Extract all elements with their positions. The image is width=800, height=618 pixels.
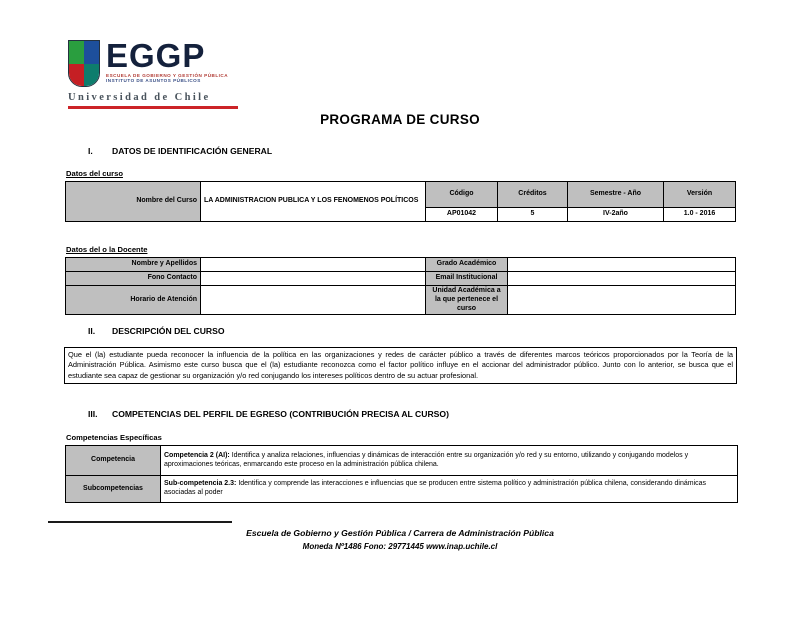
docente-value-fono bbox=[201, 272, 426, 286]
logo-red-rule bbox=[68, 106, 238, 109]
course-name-value-cell: LA ADMINISTRACION PUBLICA Y LOS FENOMENOS POLÍTICOS bbox=[201, 182, 426, 222]
comp-text-competencia bbox=[161, 446, 738, 476]
docente-label-horario: Horario de Atención bbox=[66, 286, 201, 315]
course-name-label-cell: Nombre del Curso bbox=[66, 182, 201, 222]
comp-label-competencia: Competencia bbox=[66, 446, 161, 476]
course-description-box: Que el (la) estudiante pueda reconocer la influencia de la política en las organizaciones y redes de carácter público a través de diferentes marcos teóricos proporcionados por la Teoría de la Administración Pública. Asimismo este curso busca que el (la) estudiante reconozca como el factor político influye en el accionar del administrador público. Junto con lo anterior, se busca que el estudiante sea capaz de gestionar su organización y/o red conjugando los intereses políticos dentro de su actuar profesional. bbox=[64, 347, 737, 384]
section-3-number: III. bbox=[88, 409, 98, 419]
university-shield-icon bbox=[68, 40, 100, 87]
docente-value-nombre bbox=[201, 258, 426, 272]
logo-text-block bbox=[106, 37, 229, 84]
university-logo bbox=[68, 37, 253, 109]
comp-label-subcompetencias: Subcompetencias bbox=[66, 476, 161, 503]
logo-subtitle-1: ESCUELA DE GOBIERNO Y GESTIÓN PÚBLICA bbox=[106, 73, 229, 79]
docente-value-horario bbox=[201, 286, 426, 315]
docente-value-email bbox=[508, 272, 736, 286]
competencias-table bbox=[65, 445, 738, 503]
footer-divider bbox=[48, 521, 232, 523]
logo-subtitle-2: INSTITUTO DE ASUNTOS PÚBLICOS bbox=[106, 78, 201, 84]
page-title: PROGRAMA DE CURSO bbox=[320, 112, 480, 127]
value-creditos: 5 bbox=[498, 208, 568, 222]
section-2-number: II. bbox=[88, 326, 96, 336]
value-codigo: AP01042 bbox=[426, 208, 498, 222]
header-version: Versión bbox=[664, 182, 736, 208]
logo-acronym: EGGP bbox=[106, 37, 206, 74]
docente-label-email: Email Institucional bbox=[426, 272, 508, 286]
section-heading-2 bbox=[88, 326, 225, 336]
table-row bbox=[66, 476, 738, 503]
value-version: 1.0 - 2016 bbox=[664, 208, 736, 222]
section-2-title: DESCRIPCIÓN DEL CURSO bbox=[112, 326, 225, 336]
section-heading-1 bbox=[88, 146, 272, 156]
value-semestre: IV-2año bbox=[568, 208, 664, 222]
docente-value-grado bbox=[508, 258, 736, 272]
comp-text-subcompetencias bbox=[161, 476, 738, 503]
footer-school-line: Escuela de Gobierno y Gestión Pública / Carrera de Administración Pública bbox=[246, 528, 554, 538]
docente-label-fono: Fono Contacto bbox=[66, 272, 201, 286]
docente-label-grado: Grado Académico bbox=[426, 258, 508, 272]
comp-subcompetencia-lead: Sub-competencia 2.3: bbox=[164, 480, 237, 488]
docente-table bbox=[65, 257, 736, 315]
table-row bbox=[66, 286, 736, 315]
docente-label-unidad: Unidad Académica a la que pertenece el curso bbox=[426, 286, 508, 315]
table-row bbox=[66, 446, 738, 476]
section-1-title: DATOS DE IDENTIFICACIÓN GENERAL bbox=[112, 146, 273, 156]
table-row bbox=[66, 272, 736, 286]
table-row bbox=[66, 258, 736, 272]
course-table bbox=[65, 181, 736, 222]
section-1-number: I. bbox=[88, 146, 93, 156]
section-heading-3 bbox=[88, 409, 449, 419]
label-datos-docente: Datos del o la Docente bbox=[66, 245, 148, 254]
comp-competencia-body: Identifica y analiza relaciones, influencias y dinámicas de interacción entre su organización y/o red y su entorno, utilizando y conjugando modelos y aproximaciones teóricas, enmarcando este proceso en la administración pública chilena. bbox=[164, 451, 689, 468]
label-competencias-especificas: Competencias Específicas bbox=[66, 433, 162, 442]
footer-contact-line: Moneda Nº1486 Fono: 29771445 www.inap.uchile.cl bbox=[302, 542, 498, 551]
docente-label-nombre: Nombre y Apellidos bbox=[66, 258, 201, 272]
comp-competencia-lead: Competencia 2 (AI): bbox=[164, 451, 230, 459]
header-codigo: Código bbox=[426, 182, 498, 208]
section-3-title: COMPETENCIAS DEL PERFIL DE EGRESO (CONTRIBUCIÓN PRECISA AL CURSO) bbox=[112, 409, 449, 419]
comp-subcompetencia-body: Identifica y comprende las interacciones e influencias que se producen entre sistema político y administración pública chilena, considerando dinámicas asociadas al poder bbox=[164, 480, 707, 496]
header-semestre: Semestre - Año bbox=[568, 182, 664, 208]
university-name: Universidad de Chile bbox=[68, 92, 211, 103]
label-datos-curso: Datos del curso bbox=[66, 169, 123, 178]
header-creditos: Créditos bbox=[498, 182, 568, 208]
logo-main-row bbox=[68, 37, 253, 87]
docente-value-unidad bbox=[508, 286, 736, 315]
